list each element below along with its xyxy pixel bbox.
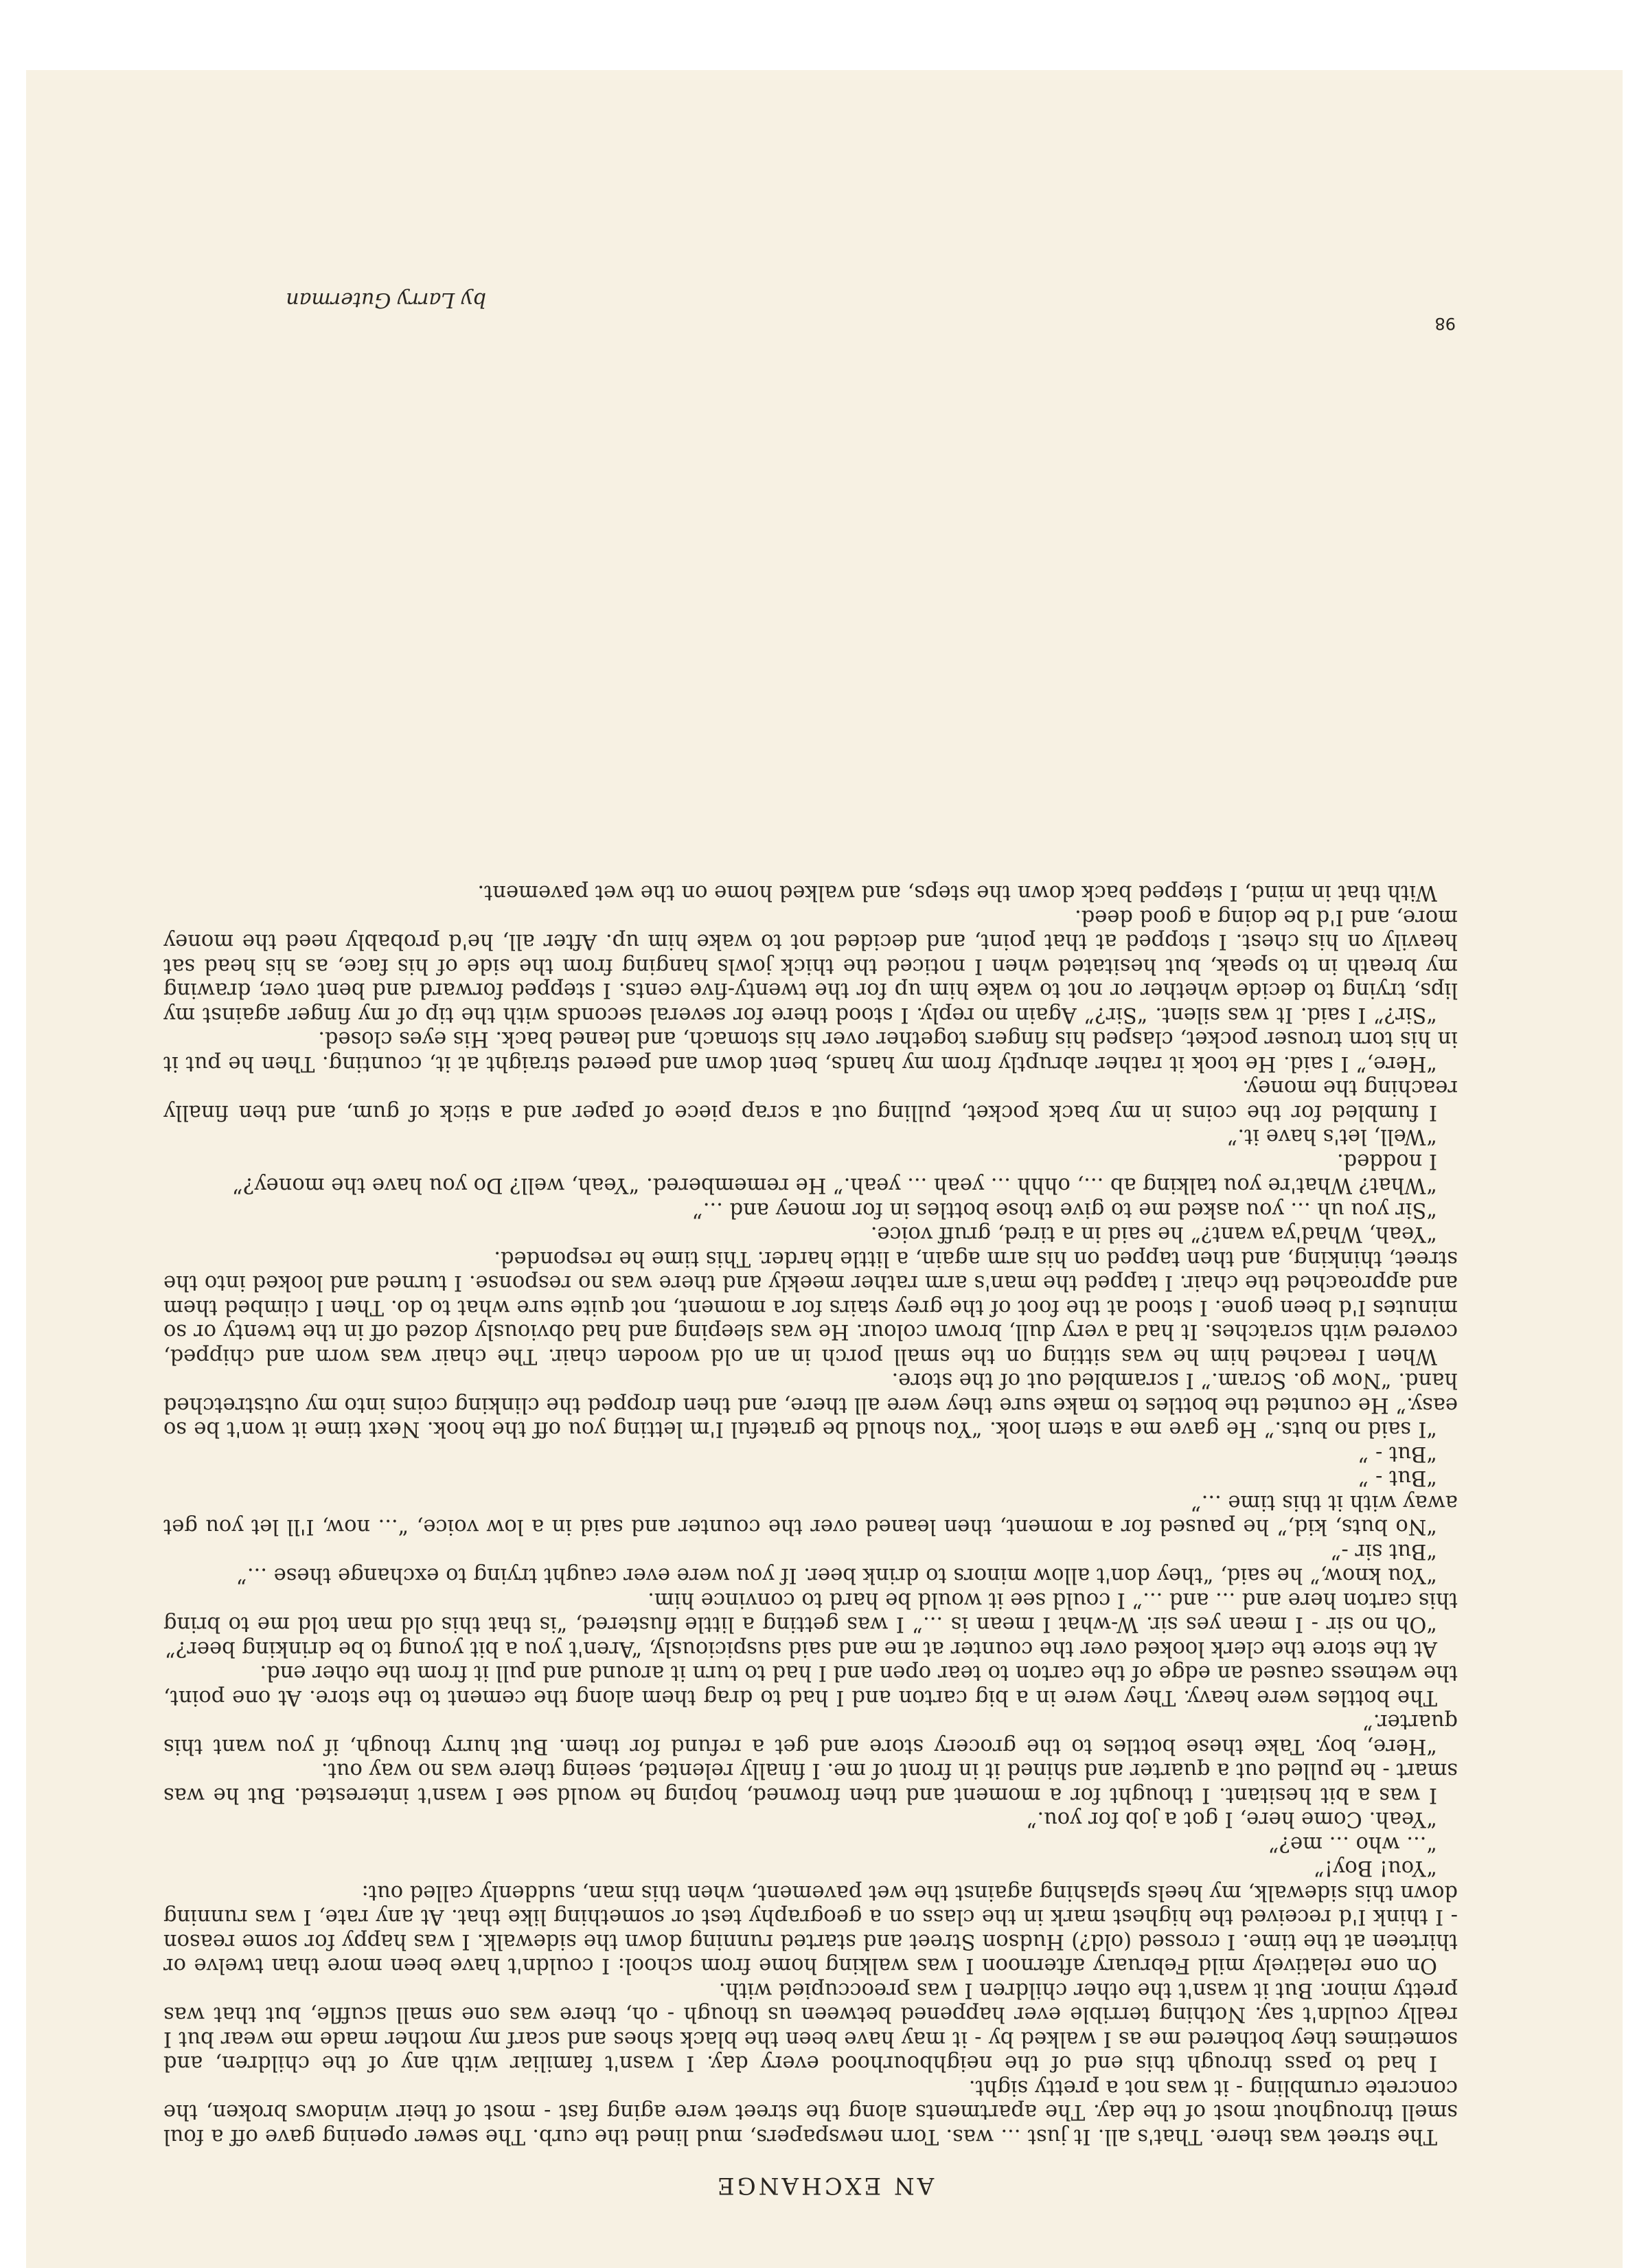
paragraph: I was a bit hesitant. I thought for a moment and then frowned, hoping he would see I wasn't interested. But he was smart - he pulled out a quarter and shined it in front of me. I finally relented, seeing there was no way out. — [163, 1758, 1458, 1807]
scanned-page — [26, 70, 1623, 2268]
paragraph: “Well, let's have it.” — [1226, 1124, 1437, 1149]
paragraph: On one relatively mild February afternoon I was walking home from school: I couldn't have been more than twelve or thirteen at the time. I crossed (old?) Hudson Street and started running down the sidewalk. I was happy for some reason - I think I'd received the highest mark in the class on a geography test or something like that. At any rate, I was running down this sidewalk, my heels splashing against the wet pavement, when this man, suddenly called out: — [163, 1881, 1458, 1978]
paragraph: At the store the clerk looked over the counter at me and said suspiciously, “Aren't you a bit young to be drinking beer?” — [165, 1637, 1437, 1661]
paragraph: The street was there. That's all. It just ... was. Torn newspapers, mud lined the curb. The sewer opening gave off a foul smell throughout most of the day. The apartments along the street were aging fast - most of their windows broken, the concrete crumbling - it was not a pretty sight. — [163, 2076, 1458, 2148]
paragraph: “But - ” — [1358, 1442, 1437, 1466]
paragraph: “But - ” — [1358, 1466, 1437, 1490]
paragraph: “Sir?” I said. It was silent. “Sir?” Again no reply. I stood there for several seconds with the tip of my finger against my lips, trying to decide whether or not to wake him up for the twenty-five cents. I stepped forward and bent over, drawing my breath in to speak, but hesitated when I noticed the thick jowls hanging from the side of his face, as his head sat heavily on his chest. I stopped at that point, and decided not to wake him up. After all, he'd probably need the money more, and I'd be doing a good deed. — [163, 905, 1458, 1027]
rotated-page-content — [26, 70, 1623, 2268]
paragraph: “You know,” he said, “they don't allow minors to drink beer. If you were ever caught trying to exchange these ...” — [236, 1563, 1437, 1588]
paragraph: “Sir you uh ... you asked me to give those bottles in for money and ...” — [692, 1198, 1437, 1222]
author-byline: by Larry Guterman — [286, 288, 486, 312]
paragraph: “... who ... me?” — [1268, 1832, 1437, 1856]
paragraph: “I said no buts.” He gave me a stern look. “You should be grateful I'm letting you off the hook. Next time it won't be so easy.” He counted the bottles to make sure they were all there, and then dropped the clinking coins into my outstretched hand. “Now go. Scram.” I scrambled out of the store. — [163, 1368, 1458, 1442]
paragraph: I had to pass through this end of the neighbourhood every day. I wasn't familiar with any of the children, and sometimes they bothered me as I walked by - it may have been the black shoes and scarf my mother made me wear but I really couldn't say. Nothing terrible ever happened between us though - oh, there was one small scuffle, but that was pretty minor. But it wasn't the other children I was preoccupied with. — [163, 1978, 1458, 2076]
story-title: AN EXCHANGE — [714, 2172, 935, 2199]
paragraph: “No buts, kid,” he paused for a moment, then leaned over the counter and said in a low voice, “... now, I'll let you get away with it this time ...” — [163, 1490, 1458, 1539]
paragraph: “Oh no sir - I mean yes sir. W-what I mean is ...” I was getting a little flustered, “is that this old man told me to bring this carton here and ... and ...” I could see it would be hard to convince him. — [163, 1588, 1458, 1637]
page-number: 98 — [1434, 314, 1456, 333]
paragraph: “Yeah. Come here, I got a job for you.” — [1026, 1807, 1437, 1832]
paragraph: “What? What're you talking ab ..., ohhh ... yeah ... yeah.” He remembered. “Yeah, well? Do you have the money?” — [232, 1173, 1437, 1198]
paragraph: “You! Boy!” — [1314, 1856, 1437, 1881]
paragraph: “Yeah, Whad'ya want?” he said in a tired, gruff voice. — [870, 1222, 1437, 1247]
paragraph: The bottles were heavy. They were in a big carton and I had to drag them along the cement to the store. At one point, the wetness caused an edge of the carton to tear open and I had to turn it around and pull it from the other end. — [163, 1661, 1458, 1710]
paragraph: When I reached him he was sitting on the small porch in an old wooden chair. The chair was worn and chipped, covered with scratches. It had a very dull, brown colour. He was sleeping and had obviously dozed off in the twenty or so minutes I'd been gone. I stood at the foot of the grey stairs for a moment, not quite sure what to do. Then I climbed them and approached the chair. I tapped the man's arm rather meekly and there was no response. I turned and looked into the street, thinking, and then tapped on his arm again, a little harder. This time he responded. — [163, 1247, 1458, 1368]
paragraph: With that in mind, I stepped back down the steps, and walked home on the wet pavement. — [477, 881, 1437, 905]
paragraph: “But sir -” — [1330, 1539, 1437, 1563]
paragraph: “Here,” I said. He took it rather abruptly from my hands, bent down and peered straight at it, counting. Then he put it in his torn trouser pocket, clasped his fingers together over his stomach, and leaned back. His eyes closed. — [163, 1027, 1458, 1076]
paragraph: I nodded. — [1336, 1149, 1437, 1173]
paragraph: “Here, boy. Take these bottles to the grocery store and get a refund for them. But hurry though, if you want this quarter.” — [163, 1710, 1458, 1758]
paragraph: I fumbled for the coins in my back pocket, pulling out a scrap piece of paper and a stick of gum, and then finally reaching the money. — [163, 1076, 1458, 1124]
story-body — [163, 881, 1458, 2148]
